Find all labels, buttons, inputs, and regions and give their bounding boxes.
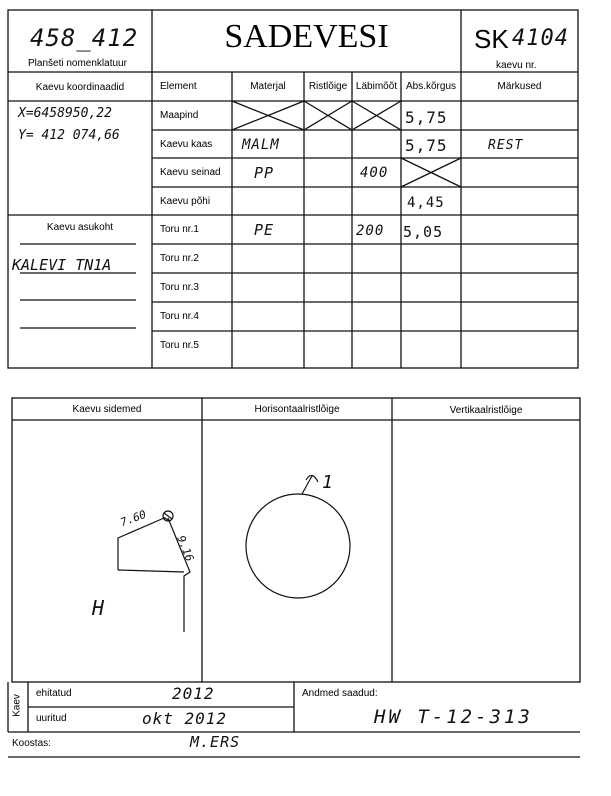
data-source-label: Andmed saadud:	[302, 688, 378, 699]
coord-x: X=6458950,22	[18, 106, 112, 121]
labimoot-toru1: 200	[356, 223, 385, 239]
well-label: kaevu nr.	[496, 60, 537, 71]
data-source-value: HW T-12-313	[374, 706, 533, 728]
row-element: Kaevu põhi	[160, 196, 211, 207]
built-label: ehitatud	[36, 688, 72, 699]
sketch-header-vertikaal: Vertikaalristlõige	[449, 405, 523, 416]
col-header-abs: Abs.kõrgus	[405, 81, 457, 92]
surveyed-value: okt 2012	[142, 709, 228, 728]
row-element: Maapind	[160, 110, 199, 121]
materjal-kaas: MALM	[242, 137, 280, 153]
cross-section-sketch	[246, 475, 350, 598]
materjal-seinad: PP	[254, 164, 275, 182]
sketch-dim-b: 9.16	[174, 533, 197, 564]
col-header-labimoot: Läbimõõt	[355, 81, 398, 92]
row-element: Kaevu kaas	[160, 139, 213, 150]
abs-toru1: 5,05	[403, 223, 444, 241]
row-element: Toru nr.2	[160, 253, 199, 264]
nomenclature-value: 458_412	[30, 24, 139, 52]
abs-pohi: 4,45	[407, 195, 445, 211]
row-element: Toru nr.1	[160, 224, 199, 235]
sketch-header-horisontaal: Horisontaalristlõige	[254, 404, 340, 415]
page-title: SADEVESI	[224, 18, 389, 55]
location-label: Kaevu asukoht	[46, 222, 114, 233]
sketch-dim-a: 7.60	[118, 507, 148, 530]
built-value: 2012	[172, 684, 215, 703]
author-value: M.ERS	[190, 733, 241, 751]
materjal-toru1: PE	[254, 221, 275, 239]
sketch-header-sidemed: Kaevu sidemed	[72, 404, 142, 415]
site-sketch	[118, 511, 190, 632]
sketch-pipe-label: 1	[322, 472, 334, 493]
location-value: KALEVI TN1A	[12, 256, 112, 274]
author-label: Koostas:	[12, 738, 51, 749]
col-header-markused: Märkused	[497, 81, 542, 92]
footer-side-label: Kaev	[11, 694, 23, 717]
row-element: Toru nr.3	[160, 282, 199, 293]
col-header-materjal: Materjal	[250, 81, 286, 92]
abs-kaas: 5,75	[405, 136, 448, 155]
coord-y: Y= 412 074,66	[18, 128, 120, 143]
sketch-marker: H	[92, 596, 106, 620]
row-element: Toru nr.4	[160, 311, 199, 322]
well-prefix: SK	[474, 24, 509, 54]
col-header-element: Element	[160, 81, 197, 92]
row-element: Kaevu seinad	[160, 167, 221, 178]
row-element: Toru nr.5	[160, 340, 199, 351]
nomenclature-label: Planšeti nomenklatuur	[28, 58, 127, 69]
labimoot-seinad: 400	[360, 165, 389, 181]
surveyed-label: uuritud	[36, 713, 67, 724]
coords-label: Kaevu koordinaadid	[35, 82, 125, 93]
col-header-ristloige: Ristlõige	[308, 81, 348, 92]
markused-kaas: REST	[488, 138, 524, 153]
abs-maapind: 5,75	[405, 108, 448, 127]
well-number: 4104	[512, 26, 569, 51]
